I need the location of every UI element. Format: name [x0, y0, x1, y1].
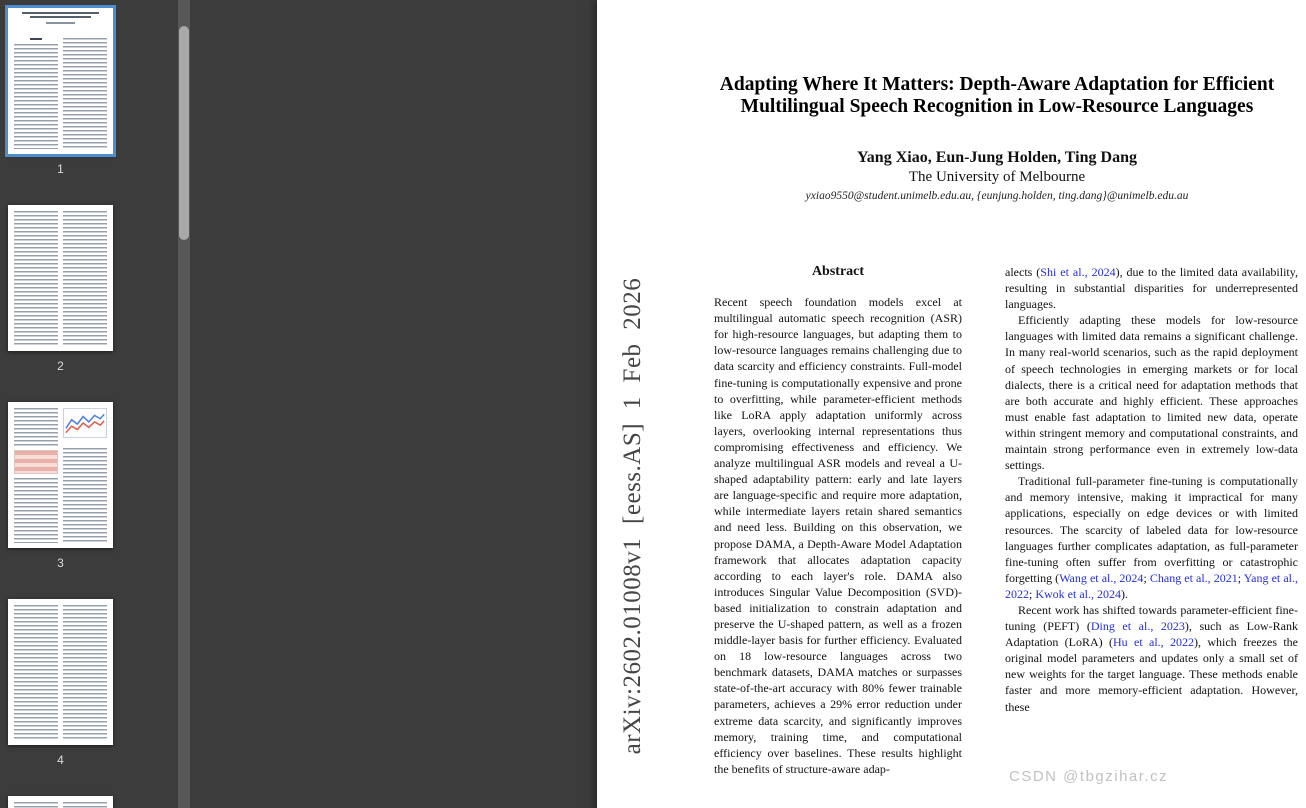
- abstract-heading: Abstract: [811, 264, 865, 279]
- text-segment: Recent work has shifted towards parameter-efficient fine-tuning (PEFT) (: [1005, 602, 1298, 634]
- csdn-watermark: CSDN @tbgzihar.cz: [1009, 768, 1169, 785]
- thumbnail-text-lines: [14, 211, 58, 346]
- thumbnail-text-column: [63, 605, 107, 740]
- thumbnail-text-lines: [14, 44, 58, 149]
- thumbnail-line-chart: [63, 408, 107, 438]
- page-thumbnail-1[interactable]: [8, 8, 113, 177]
- thumbnail-text-column: [14, 802, 58, 808]
- citation-link[interactable]: Hu et al., 2022: [1113, 635, 1195, 650]
- thumbnail-text-column: [14, 605, 58, 740]
- text-segment: ), such as Low-Rank Adaptation (LoRA) (: [1005, 619, 1298, 650]
- paper-title-line-1: Adapting Where It Matters: Depth-Aware Adaptation for Efficient: [719, 74, 1275, 95]
- citation-link[interactable]: Wang et al., 2024: [1059, 570, 1144, 585]
- thumbnail-figure-heatmap: [14, 450, 58, 474]
- thumbnail-title-line: [30, 16, 91, 18]
- thumbnail-text-column: [14, 211, 58, 346]
- paragraph: [1005, 312, 1298, 473]
- thumbnail-text-lines: [63, 448, 107, 543]
- thumbnail-text-lines: [14, 605, 58, 740]
- line-chart-icon: [64, 409, 106, 437]
- text-segment: ), due to the limited data availability, resulting in substantial disparities for underrepresented languages.: [1005, 265, 1298, 312]
- paper-emails: yxiao9550@student.unimelb.edu.au, {eunjung.holden, ting.dang}@unimelb.edu.au: [805, 190, 1189, 202]
- thumbnail-text-lines: [63, 38, 107, 149]
- thumbnail-text-lines: [63, 605, 107, 740]
- citation-link[interactable]: Chang et al., 2021: [1149, 570, 1238, 585]
- introduction-column: [1005, 264, 1298, 715]
- arxiv-watermark: arXiv:2602.01008v1 [eess.AS] 1 Feb 2026: [619, 277, 646, 755]
- thumbnail-title-line: [22, 12, 99, 14]
- paper-title: [597, 74, 1306, 117]
- page-thumbnail-3[interactable]: [8, 402, 113, 571]
- text-segment: Traditional full-parameter fine-tuning is computationally and memory intensive, making it impractical for many applications, especially on edge devices or with limited resources. The scarcity of labeled data for low-resource languages further complicates adaptation, as full-parameter fine-tuning often suffer from overfitting or catastrophic forgetting (: [1005, 474, 1298, 585]
- page-thumbnail-5[interactable]: [8, 796, 113, 808]
- page-3-thumbnail-image[interactable]: [8, 402, 113, 548]
- abstract-text: Recent speech foundation models excel at multilingual automatic speech recognition (ASR) for high-resource languages, but adapting them to low-resource languages remains challenging due to data scarcity and efficiency constraints. Full-model fine-tuning is computationally expensive and prone to overfitting, while parameter-efficient methods like LoRA apply adaptation uniformly across layers, overlooking internal representations thus compromising effectiveness and efficiency. We analyze multilingual ASR models and reveal a U-shaped adaptability pattern: early and late layers are language-specific and require more adaptation, while intermediate layers retain shared semantics and need less. Building on this observation, we propose DAMA, a Depth-Aware Model Adaptation framework that allocates adaptation capacity according to each layer's role. DAMA also introduces Singular Value Decomposition (SVD)-based initialization to constrain adaptation and preserve the U-shaped pattern, as well as a frozen middle-layer basis for further efficiency. Evaluated on 18 low-resource languages across two benchmark datasets, DAMA matches or surpasses state-of-the-art accuracy with 80% fewer trainable parameters, achieves a 29% error reduction under extreme data scarcity, and significantly improves memory, training time, and computational efficiency over baselines. These results highlight the benefits of structure-aware adap-: [714, 295, 962, 776]
- text-segment: Efficiently adapting these models for low-resource languages with limited data remains a significant challenge. In many real-world scenarios, such as the rapid deployment of speech technologies in emerging markets or for local dialects, there is a critical need for adaptation methods that are both accurate and highly efficient. These approaches must enable fast adaptation to limited new data, operate within stringent memory and computational constraints, and maintain strong performance even in extremely low-data settings.: [1005, 313, 1298, 473]
- thumbnail-text-lines: [14, 408, 58, 446]
- text-segment: ;: [1237, 570, 1244, 585]
- thumbnail-text-lines: [63, 211, 107, 346]
- page-number-label: 2: [57, 359, 64, 373]
- thumbnail-text-column: [63, 38, 107, 149]
- citation-link[interactable]: Kwok et al., 2024: [1035, 586, 1121, 601]
- thumbnail-text-column: [14, 408, 58, 543]
- thumbnail-text-column: [14, 38, 58, 149]
- paragraph: [1005, 473, 1298, 602]
- citation-link[interactable]: Ding et al., 2023: [1090, 619, 1185, 634]
- paragraph: [1005, 264, 1298, 312]
- page-number-label: 3: [57, 556, 64, 570]
- paper-affiliation: The University of Melbourne: [908, 169, 1086, 185]
- paper-page: [597, 0, 1306, 808]
- text-segment: ), which freezes the original model parameters and updates only a small set of new weights for the target language. These methods enable faster and more memory-efficient adaptation. However, these: [1005, 635, 1298, 714]
- thumbnail-text-column: [63, 802, 107, 808]
- paragraph: [1005, 602, 1298, 715]
- text-segment: ;: [1143, 570, 1150, 585]
- page-4-thumbnail-image[interactable]: [8, 599, 113, 745]
- citation-link[interactable]: Shi et al., 2024: [1040, 265, 1116, 279]
- page-number-label: 1: [57, 162, 64, 176]
- sidebar-scrollbar-thumb[interactable]: [179, 26, 189, 240]
- thumbnail-text-column: [63, 408, 107, 543]
- page-5-thumbnail-image[interactable]: [8, 796, 113, 808]
- citation-link[interactable]: Yang et al., 2022: [1005, 570, 1298, 601]
- thumbnail-text-lines: [14, 478, 58, 543]
- page-2-thumbnail-image[interactable]: [8, 205, 113, 351]
- page-thumbnail-2[interactable]: [8, 205, 113, 374]
- paper-title-line-2: Multilingual Speech Recognition in Low-Resource Languages: [740, 95, 1254, 117]
- page-number-label: 4: [57, 753, 64, 767]
- page-1-thumbnail-image[interactable]: [8, 8, 113, 154]
- text-segment: ;: [1029, 586, 1036, 601]
- thumbnail-text-column: [63, 211, 107, 346]
- thumbnail-text-lines: [14, 802, 58, 808]
- sidebar-scrollbar-track[interactable]: [178, 0, 190, 808]
- thumbnail-author-line: [46, 22, 75, 24]
- text-segment: alects (: [1005, 265, 1041, 279]
- abstract-column: [714, 264, 962, 777]
- text-segment: ).: [1121, 586, 1128, 601]
- thumbnail-text-lines: [63, 802, 107, 808]
- thumbnail-sidebar: [0, 0, 178, 808]
- paper-authors: Yang Xiao, Eun-Jung Holden, Ting Dang: [857, 149, 1137, 166]
- thumbnail-abstract-heading: [30, 38, 42, 40]
- page-thumbnail-4[interactable]: [8, 599, 113, 768]
